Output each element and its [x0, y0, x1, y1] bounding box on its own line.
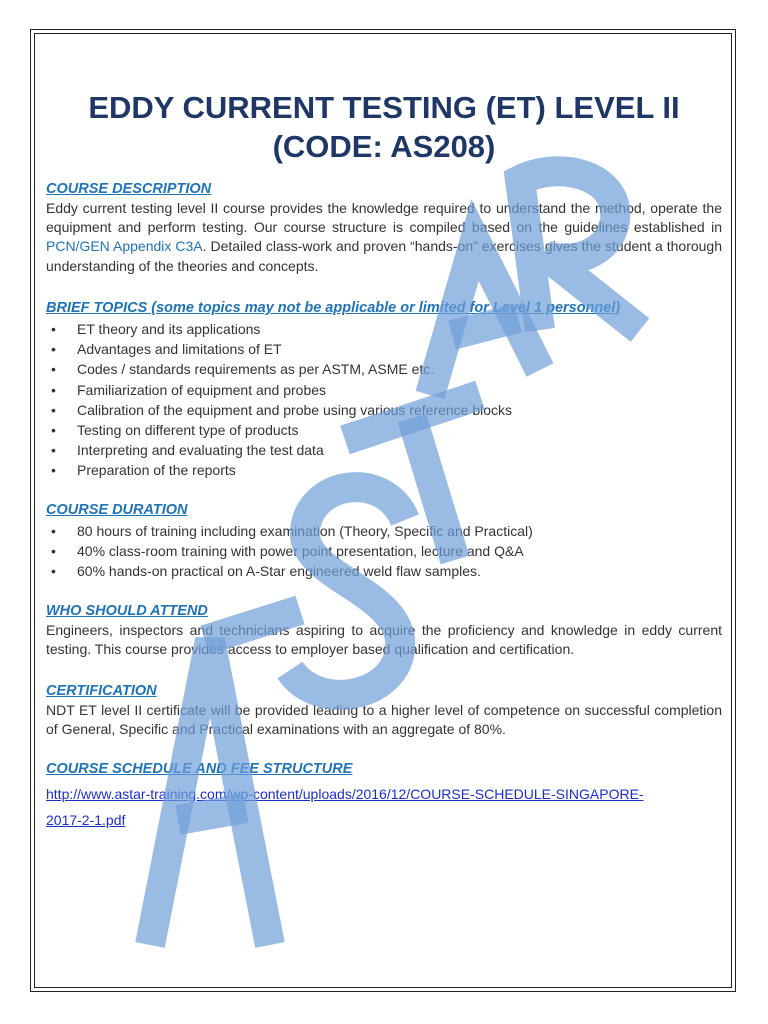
- list-item-text: ET theory and its applications: [77, 321, 261, 337]
- course-description-section: [46, 180, 722, 276]
- bullet-icon: •: [51, 361, 56, 378]
- bullet-icon: •: [51, 563, 56, 580]
- list-item-text: Familiarization of equipment and probes: [77, 381, 327, 398]
- list-item-text: Interpreting and evaluating the test data: [77, 442, 324, 459]
- who-should-attend-heading: WHO SHOULD ATTEND: [46, 603, 208, 619]
- course-description-text-part1: Eddy current testing level II course provides the knowledge required to understand the method, operate the equipment and perform testing. Our course structure is compiled based on the guidelines established in: [46, 200, 722, 236]
- list-item: [46, 339, 722, 359]
- list-item-text: Calibration of the equipment and probe using various reference blocks: [77, 401, 513, 418]
- list-item-text: Advantages and limitations of ET: [77, 341, 282, 358]
- bullet-icon: •: [51, 341, 56, 358]
- list-item: [46, 541, 722, 561]
- who-should-attend-text: Engineers, inspectors and technicians aspiring to acquire the proficiency and knowledge in eddy current testing. This course provides access to employer based qualification and certification.: [46, 622, 722, 658]
- certification-heading: CERTIFICATION: [46, 683, 157, 699]
- list-item-text: 80 hours of training including examination (Theory, Specific and Practical): [77, 523, 533, 539]
- list-item-text: Codes / standards requirements as per ASTM, ASME etc.: [77, 361, 435, 378]
- list-item: [46, 460, 722, 480]
- list-item: [46, 521, 722, 541]
- course-description-text: [46, 199, 722, 276]
- list-item: [46, 400, 722, 420]
- schedule-pdf-link-line1[interactable]: http://www.astar-training.com/wp-content/uploads/2016/12/COURSE-SCHEDULE-SINGAPORE-: [46, 786, 644, 802]
- who-should-attend-section: [46, 602, 722, 659]
- certification-text: NDT ET level II certificate will be provided leading to a higher level of competence on successful completion of General, Specific and Practical examinations with an aggregate of 80%.: [46, 702, 722, 738]
- bullet-icon: •: [51, 381, 56, 398]
- list-item: [46, 561, 722, 581]
- bullet-icon: •: [51, 422, 56, 439]
- bullet-icon: •: [51, 401, 56, 418]
- pcn-appendix-link[interactable]: PCN/GEN Appendix C3A: [46, 238, 203, 255]
- schedule-url-block: [46, 781, 722, 833]
- page-title: [46, 88, 722, 166]
- schedule-heading: COURSE SCHEDULE AND FEE STRUCTURE: [46, 761, 353, 777]
- course-description-heading: COURSE DESCRIPTION: [46, 181, 212, 197]
- schedule-pdf-link-line2[interactable]: 2017-2-1.pdf: [46, 812, 126, 828]
- course-duration-section: [46, 501, 722, 582]
- course-duration-heading: COURSE DURATION: [46, 502, 188, 518]
- list-item: [46, 420, 722, 440]
- bullet-icon: •: [51, 523, 56, 539]
- schedule-section: [46, 760, 722, 833]
- list-item-text: Preparation of the reports: [77, 462, 236, 479]
- list-item: [46, 380, 722, 400]
- list-item: [46, 440, 722, 460]
- certification-section: [46, 682, 722, 739]
- title-line-1: EDDY CURRENT TESTING (ET) LEVEL II: [88, 90, 680, 125]
- bullet-icon: •: [51, 321, 56, 337]
- list-item-text: 60% hands-on practical on A-Star engineered weld flaw samples.: [77, 563, 481, 580]
- title-line-2: (CODE: AS208): [272, 129, 496, 164]
- list-item-text: 40% class-room training with power point presentation, lecture and Q&A: [77, 543, 524, 560]
- course-duration-list: [46, 521, 722, 582]
- bullet-icon: •: [51, 442, 56, 459]
- course-description-text-part2: . Detailed class-work and proven “hands-on” exercises gives the student a thorough understanding of the theories and concepts.: [46, 238, 723, 274]
- brief-topics-list: [46, 319, 722, 481]
- bullet-icon: •: [51, 543, 56, 560]
- list-item: [46, 319, 722, 339]
- brief-topics-section: [46, 299, 722, 481]
- brief-topics-heading: BRIEF TOPICS (some topics may not be applicable or limited for Level 1 personnel): [46, 300, 621, 316]
- list-item-text: Testing on different type of products: [77, 422, 299, 439]
- bullet-icon: •: [51, 462, 56, 479]
- list-item: [46, 359, 722, 379]
